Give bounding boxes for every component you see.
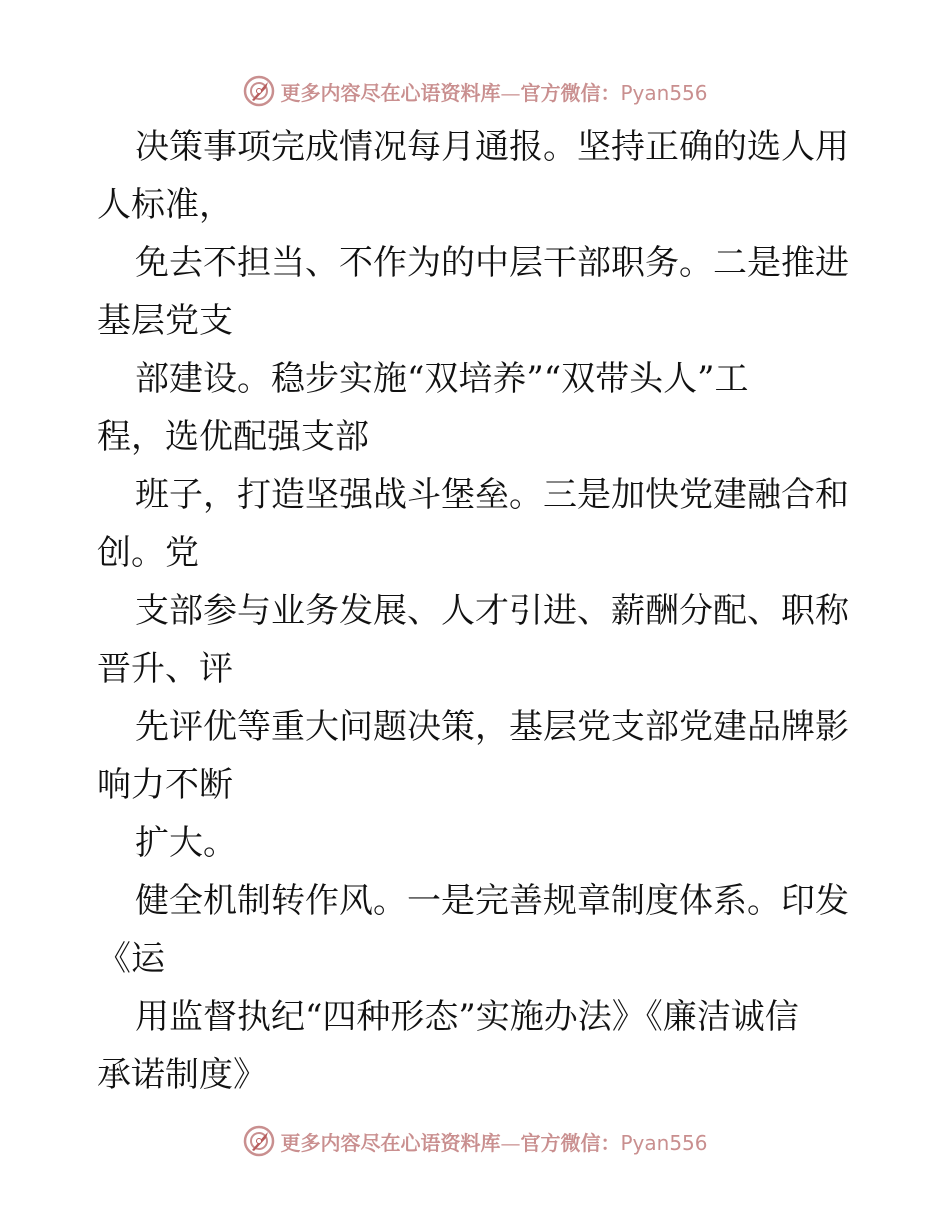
paragraph bbox=[97, 698, 857, 814]
watermark-separator: — bbox=[500, 1130, 521, 1155]
footer-watermark bbox=[0, 1121, 950, 1161]
text-line: 先评优等重大问题决策，基层党支部党建品牌影 bbox=[135, 707, 849, 747]
watermark-text bbox=[280, 77, 707, 106]
paragraph bbox=[97, 350, 857, 466]
watermark-wechat-label: 官方微信： bbox=[520, 80, 621, 105]
watermark-main-text: 更多内容尽在心语资料库 bbox=[280, 1130, 501, 1155]
text-line: 创。党 bbox=[97, 533, 199, 573]
watermark-main-text: 更多内容尽在心语资料库 bbox=[280, 80, 501, 105]
text-line: 《运 bbox=[97, 939, 165, 979]
watermark-wechat-id: Pyan556 bbox=[620, 80, 708, 105]
header-watermark bbox=[0, 71, 950, 111]
text-line: 支部参与业务发展、人才引进、薪酬分配、职称 bbox=[135, 591, 849, 631]
text-line: 人标准， bbox=[97, 185, 233, 225]
watermark-separator: — bbox=[500, 80, 521, 105]
text-line: 承诺制度》 bbox=[97, 1055, 267, 1095]
text-line: 基层党支 bbox=[97, 301, 233, 341]
watermark-wechat-label: 官方微信： bbox=[520, 1130, 621, 1155]
text-line: 扩大。 bbox=[135, 823, 237, 863]
paragraph bbox=[97, 988, 857, 1104]
paragraph bbox=[97, 814, 857, 872]
paragraph bbox=[97, 234, 857, 350]
text-line: 晋升、评 bbox=[97, 649, 233, 689]
paragraph bbox=[97, 872, 857, 988]
pen-logo-icon bbox=[242, 74, 276, 108]
text-line: 免去不担当、不作为的中层干部职务。二是推进 bbox=[135, 243, 849, 283]
text-line: 决策事项完成情况每月通报。坚持正确的选人用 bbox=[135, 127, 849, 167]
document-body bbox=[97, 118, 857, 1104]
text-line: 程，选优配强支部 bbox=[97, 417, 369, 457]
text-line: 健全机制转作风。一是完善规章制度体系。印发 bbox=[135, 881, 849, 921]
text-line: 班子，打造坚强战斗堡垒。三是加快党建融合和 bbox=[135, 475, 849, 515]
text-line: 部建设。稳步实施“双培养”“双带头人”工 bbox=[135, 359, 749, 399]
paragraph bbox=[97, 582, 857, 698]
watermark-text bbox=[280, 1127, 707, 1156]
pen-logo-icon bbox=[242, 1124, 276, 1158]
watermark-wechat-id: Pyan556 bbox=[620, 1130, 708, 1155]
text-line: 用监督执纪“四种形态”实施办法》《廉洁诚信 bbox=[135, 997, 799, 1037]
text-line: 响力不断 bbox=[97, 765, 233, 805]
paragraph bbox=[97, 118, 857, 234]
paragraph bbox=[97, 466, 857, 582]
